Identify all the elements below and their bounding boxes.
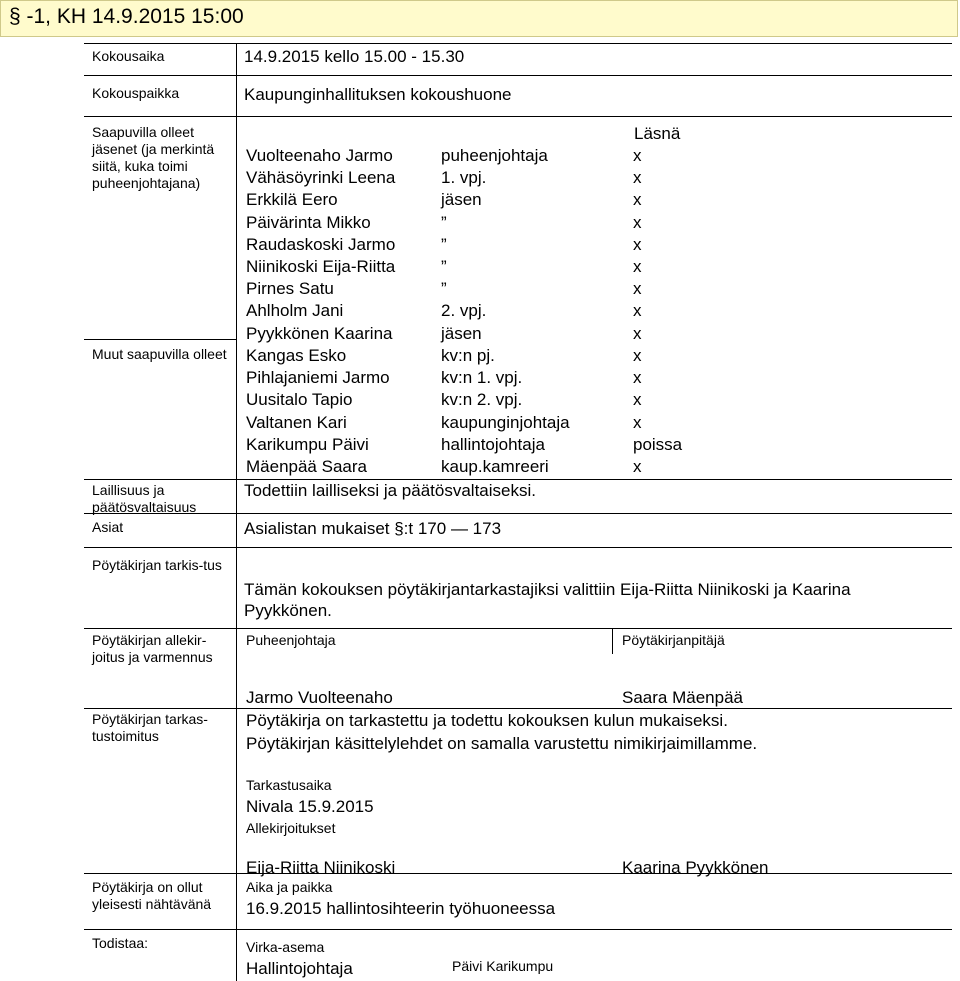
agenda-label: Asiat (92, 519, 124, 535)
section-header (0, 0, 958, 37)
divider (84, 75, 952, 76)
agenda-value: Asialistan mukaiset §:t 170 — 173 (244, 519, 502, 538)
chair-title: Puheenjohtaja (246, 632, 336, 648)
attendee-role: kv:n pj. (441, 346, 495, 365)
others-label: Muut saapuvilla olleet (92, 346, 227, 362)
column-divider (612, 628, 613, 654)
attendee-role: ” (441, 279, 447, 299)
checking-value: Tämän kokouksen pöytäkirjantarkastajiksi valittiin Eija-Riitta Niinikoski ja Kaarina Pyykkönen. (244, 580, 851, 620)
attendee-row (246, 167, 713, 189)
attendee-status: x (633, 234, 642, 254)
attendee-row (246, 189, 713, 211)
attendee-role: ” (441, 212, 447, 232)
divider (84, 708, 952, 709)
attendee-role: kv:n 2. vpj. (441, 390, 523, 410)
attendee-role: jäsen (441, 190, 482, 210)
attendee-name: Päivärinta Mikko (246, 212, 371, 232)
attendee-status: x (633, 390, 642, 410)
attendee-row (246, 434, 713, 456)
members-label: Saapuvilla olleet jäsenet (ja merkintä siitä, kuka toimi puheenjohtajana) (92, 124, 215, 191)
attendee-role: kaup.kamreeri (441, 457, 549, 477)
attendee-role: kaupunginjohtaja (441, 412, 570, 432)
attendee-name: Niinikoski Eija-Riitta (246, 257, 396, 277)
present-header: Läsnä (634, 124, 681, 143)
attendee-status: x (633, 146, 642, 165)
inspection-time-value: Nivala 15.9.2015 (246, 797, 374, 816)
signer-2: Kaarina Pyykkönen (622, 858, 769, 877)
attendee-name: Ahlholm Jani (246, 301, 344, 321)
attendee-role: jäsen (441, 323, 482, 343)
attendee-name: Vuolteenaho Jarmo (246, 146, 393, 165)
inspection-text-2: Pöytäkirjan käsittelylehdet on samalla varustettu nimikirjaimillamme. (246, 734, 758, 753)
attendee-status: x (633, 168, 642, 188)
chair-name: Jarmo Vuolteenaho (246, 688, 393, 707)
attendee-status: x (633, 279, 642, 299)
divider (84, 339, 236, 340)
attendee-status: x (633, 368, 642, 388)
attendee-status: x (633, 346, 642, 365)
attendee-name: Kangas Esko (246, 346, 347, 365)
attendee-row (246, 256, 713, 278)
secretary-title: Pöytäkirjanpitäjä (622, 632, 725, 648)
attendee-name: Uusitalo Tapio (246, 390, 353, 410)
others-table (246, 345, 713, 478)
attendee-name: Erkkilä Eero (246, 190, 338, 210)
meeting-place-label: Kokouspaikka (92, 85, 180, 101)
attendee-role: hallintojohtaja (441, 434, 545, 454)
divider (84, 628, 952, 629)
column-divider (236, 43, 237, 981)
attendee-row (246, 212, 713, 234)
attendee-status: x (633, 190, 642, 210)
attendee-row (246, 389, 713, 411)
attendee-role: puheenjohtaja (441, 146, 548, 165)
attendee-status: x (633, 323, 642, 343)
divider (84, 116, 952, 117)
attendee-status: x (633, 457, 642, 477)
signing-label: Pöytäkirjan allekir-joitus ja varmennus (92, 632, 213, 665)
inspection-time-label: Tarkastusaika (246, 777, 332, 793)
attendee-status: x (633, 412, 642, 432)
certify-label: Todistaa: (92, 935, 149, 951)
public-label: Pöytäkirja on ollut yleisesti nähtävänä (92, 879, 212, 912)
section-title: § -1, KH 14.9.2015 15:00 (9, 5, 244, 28)
meeting-time-value: 14.9.2015 kello 15.00 - 15.30 (244, 47, 465, 66)
members-table (246, 145, 713, 345)
attendee-name: Valtanen Kari (246, 412, 347, 432)
attendee-name: Karikumpu Päivi (246, 434, 369, 454)
attendee-row (246, 145, 713, 167)
inspection-label: Pöytäkirjan tarkas-tustoimitus (92, 711, 208, 744)
secretary-name: Saara Mäenpää (622, 688, 743, 707)
meeting-time-label: Kokousaika (92, 48, 165, 64)
inspection-text-1: Pöytäkirja on tarkastettu ja todettu kokouksen kulun mukaiseksi. (246, 711, 728, 730)
legality-value: Todettiin lailliseksi ja päätösvaltaiseksi. (244, 481, 536, 500)
attendee-row (246, 367, 713, 389)
attendee-status: x (633, 212, 642, 232)
attendee-role: 1. vpj. (441, 168, 487, 188)
attendee-name: Raudaskoski Jarmo (246, 234, 396, 254)
attendee-role: ” (441, 234, 447, 254)
attendee-status: x (633, 257, 642, 277)
attendee-row (246, 323, 713, 345)
attendee-status: poissa (633, 434, 683, 454)
attendee-name: Pihlajaniemi Jarmo (246, 368, 390, 388)
public-place-label: Aika ja paikka (246, 879, 333, 895)
divider (84, 43, 952, 44)
legality-label: Laillisuus ja päätösvaltaisuus (92, 482, 197, 515)
divider (84, 873, 952, 874)
signatures-label: Allekirjoitukset (246, 820, 336, 836)
position-label: Virka-asema (246, 939, 325, 955)
public-place-value: 16.9.2015 hallintosihteerin työhuoneessa (246, 899, 556, 918)
attendee-row (246, 345, 713, 367)
attendee-name: Vähäsöyrinki Leena (246, 168, 396, 188)
checking-label: Pöytäkirjan tarkis-tus (92, 557, 222, 573)
position-value: Hallintojohtaja (246, 959, 353, 978)
attendee-role: ” (441, 257, 447, 277)
attendee-name: Pyykkönen Kaarina (246, 323, 393, 343)
attendee-role: kv:n 1. vpj. (441, 368, 523, 388)
attendee-status: x (633, 301, 642, 321)
attendee-row (246, 456, 713, 478)
attendee-name: Mäenpää Saara (246, 457, 367, 477)
divider (84, 547, 952, 548)
attendee-row (246, 234, 713, 256)
signer-1: Eija-Riitta Niinikoski (246, 858, 396, 877)
attendee-name: Pirnes Satu (246, 279, 334, 299)
attendee-row (246, 412, 713, 434)
attendee-role: 2. vpj. (441, 301, 487, 321)
certify-signer: Päivi Karikumpu (452, 958, 554, 974)
attendee-row (246, 278, 713, 300)
divider (84, 929, 952, 930)
attendee-row (246, 300, 713, 322)
meeting-place-value: Kaupunginhallituksen kokoushuone (244, 85, 512, 104)
